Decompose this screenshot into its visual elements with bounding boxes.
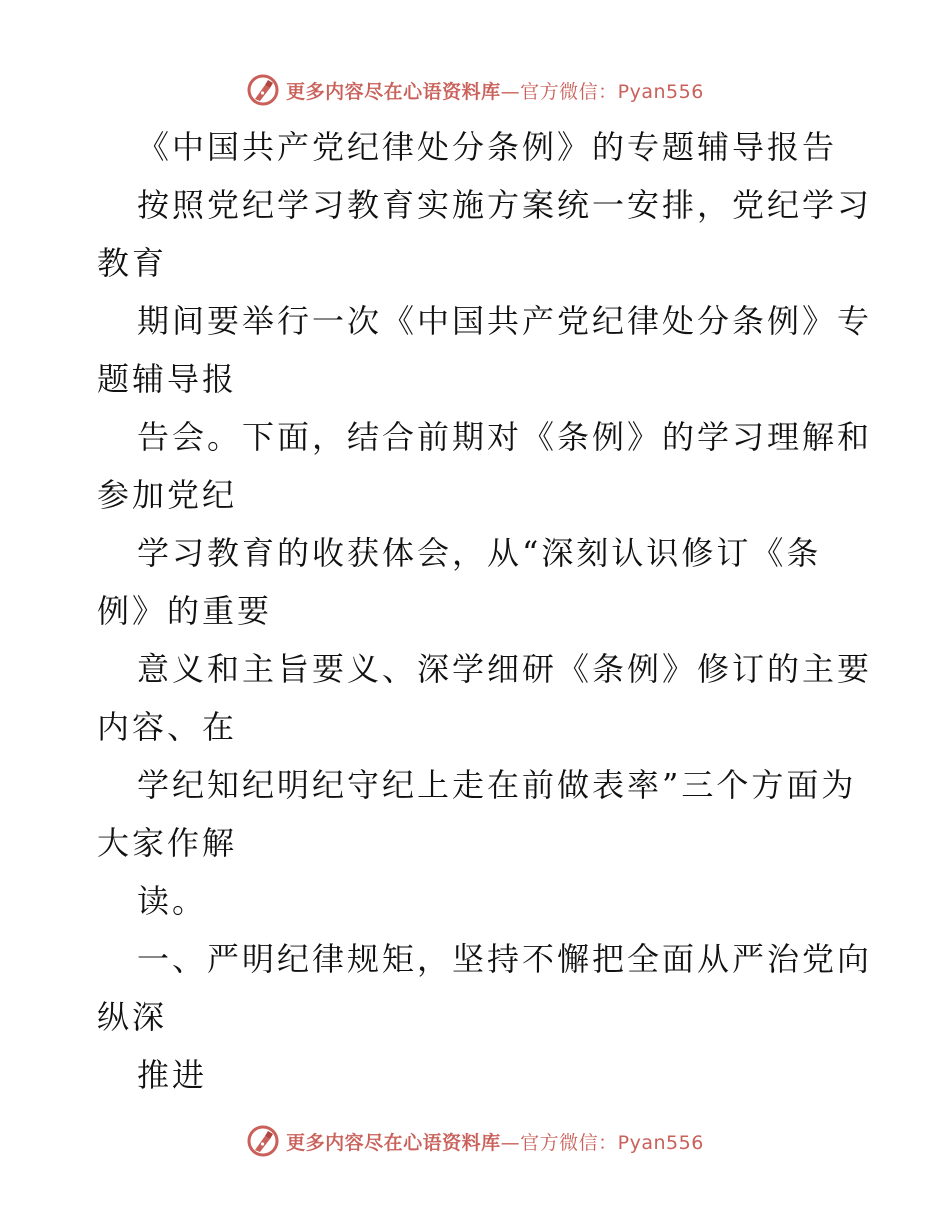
paragraph-line: 学纪知纪明纪守纪上走在前做表率”三个方面为 [137,766,857,804]
document-body [97,118,873,1104]
watermark-text [286,1128,704,1155]
pen-nib-logo-icon [246,73,280,107]
paragraph-line: 参加党纪 [97,476,238,514]
watermark-text [286,77,704,104]
paragraph-line: 告会。下面，结合前期对《条例》的学习理解和 [137,418,873,456]
paragraph-line: 例》的重要 [97,592,273,630]
section-heading: 纵深 [97,998,168,1036]
watermark-main-text: 更多内容尽在心语资料库 [286,80,501,103]
paragraph-line: 大家作解 [97,824,238,862]
paragraph-line: 内容、在 [97,708,238,746]
paragraph-line: 学习教育的收获体会，从“深刻认识修订《条 [137,534,822,572]
watermark-contact-text: 官方微信：Pyan556 [520,1131,704,1154]
watermark-header [0,70,950,110]
watermark-separator: — [500,80,521,103]
paragraph-line: 读。 [137,882,208,920]
paragraph-line: 意义和主旨要义、深学细研《条例》修订的主要 [137,650,873,688]
section-heading: 推进 [137,1056,208,1094]
watermark-contact-text: 官方微信：Pyan556 [520,80,704,103]
watermark-footer [0,1121,950,1161]
watermark-main-text: 更多内容尽在心语资料库 [286,1131,501,1154]
paragraph-line: 教育 [97,244,168,282]
document-title: 《中国共产党纪律处分条例》的专题辅导报告 [137,128,838,166]
paragraph-line: 期间要举行一次《中国共产党纪律处分条例》专 [137,302,873,340]
watermark-separator: — [500,1131,521,1154]
paragraph-line: 按照党纪学习教育实施方案统一安排，党纪学习 [137,186,873,224]
paragraph-line: 题辅导报 [97,360,238,398]
pen-nib-logo-icon [246,1124,280,1158]
section-heading: 一、严明纪律规矩，坚持不懈把全面从严治党向 [137,940,873,978]
